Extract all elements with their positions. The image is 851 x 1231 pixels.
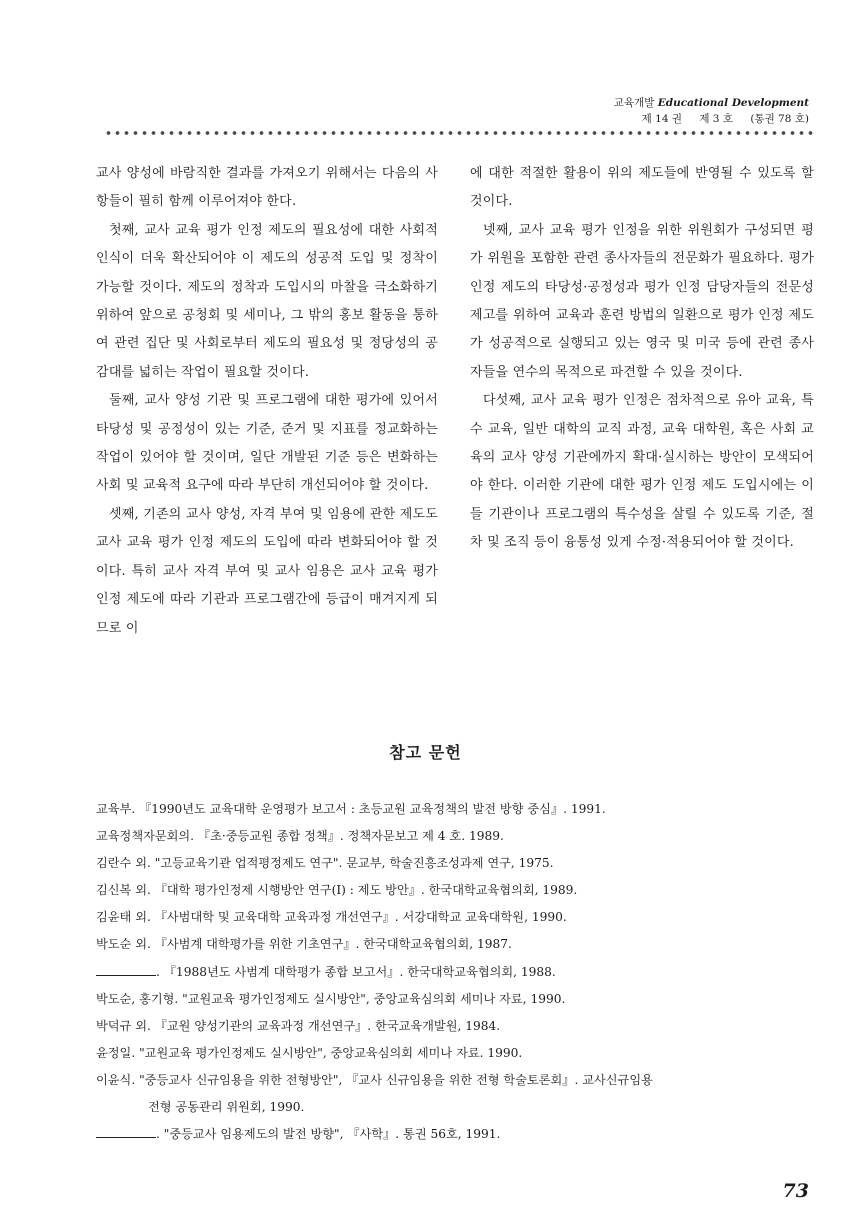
paragraph-first: 첫째, 교사 교육 평가 인정 제도의 필요성에 대한 사회적 인식이 더욱 확산되어야 이 제도의 성공적 도입 및 정착이 가능할 것이다. 제도의 정착과 도입시의 마찰을 극소화하기 위하여 앞으로 공청회 및 세미나, 그 밖의 홍보 활동을 통하여 관련 집단 및 사회로부터 제도의 필요성 및 정당성의 공감대를 넓히는 작업이 필요할 것이다.: [96, 222, 438, 380]
reference-item: 윤정일. "교원교육 평가인정제도 실시방안", 중앙교육심의회 세미나 자료. 1990.: [96, 1045, 523, 1060]
reference-item: 교육정책자문회의. 『초·중등교원 종합 정책』. 정책자문보고 제 4 호. 1989.: [96, 829, 504, 844]
issue-info: [614, 113, 809, 126]
reference-text: . "중등교사 임용제도의 발전 방향", 『사학』. 통권 56호, 1991.: [156, 1127, 501, 1142]
serial-label: (통권 78 호): [750, 113, 809, 125]
paragraph-fifth: 다섯째, 교사 교육 평가 인정은 점차적으로 유아 교육, 특수 교육, 일반 대학의 교직 과정, 교육 대학원, 혹은 사회 교육의 교사 양성 기관에까지 확대·실시하는 방안이 모색되어야 한다. 이러한 기관에 대한 평가 인정 제도 도입시에는 이들 기관이나 프로그램의 특수성을 살릴 수 있도록 기준, 절차 및 조직 등이 융통성 있게 수정·적용되어야 할 것이다.: [470, 393, 814, 551]
dotted-rule: [104, 130, 813, 136]
left-column: [96, 160, 438, 643]
paragraph-fourth: 넷째, 교사 교육 평가 인정을 위한 위원회가 구성되면 평가 위원을 포함한 관련 종사자들의 전문화가 필요하다. 평가 인정 제도의 타당성·공정성과 평가 인정 담당자들의 전문성 제고를 위하여 교육과 훈련 방법의 일환으로 평가 인정 제도가 성공적으로 실행되고 있는 영국 및 미국 등에 관련 종사자들을 연수의 목적으로 파견할 수 있을 것이다.: [470, 222, 814, 380]
reference-item-continuation: 전형 공동관리 위원회, 1990.: [148, 1100, 305, 1115]
journal-title-ko: 교육개발: [613, 97, 655, 109]
reference-item: 김윤태 외. 『사범대학 및 교육대학 교육과정 개선연구』. 서강대학교 교육대학원, 1990.: [96, 910, 567, 925]
references-heading: 참고 문헌: [389, 743, 462, 762]
right-column: [470, 160, 814, 558]
reference-item: 김신복 외. 『대학 평가인정제 시행방안 연구(Ⅰ) : 제도 방안』. 한국대학교육협의회, 1989.: [96, 883, 578, 898]
reference-item: 이윤식. "중등교사 신규임용을 위한 전형방안", 『교사 신규임용을 위한 전형 학술토론회』. 교사신규임용: [96, 1072, 653, 1087]
reference-item: 박도순, 홍기형. "교원교육 평가인정제도 실시방안", 중앙교육심의회 세미나 자료, 1990.: [96, 991, 566, 1006]
ditto-line: [96, 965, 156, 976]
reference-text: . 『1988년도 사범계 대학평가 종합 보고서』. 한국대학교육협의회, 1988.: [156, 964, 556, 979]
journal-title: [614, 97, 809, 110]
issue-label: 제 3 호: [699, 113, 733, 125]
reference-item: 박도순 외. 『사범계 대학평가를 위한 기초연구』. 한국대학교육협의회, 1987.: [96, 937, 512, 952]
reference-item: 김란수 외. "고등교육기관 업적평정제도 연구". 문교부, 학술진흥조성과제 연구, 1975.: [96, 856, 554, 871]
paragraph-intro: 교사 양성에 바람직한 결과를 가져오기 위해서는 다음의 사항들이 필히 함께 이루어져야 한다.: [96, 166, 438, 210]
paragraph-second: 둘째, 교사 양성 기관 및 프로그램에 대한 평가에 있어서 타당성 및 공정성이 있는 기준, 준거 및 지표를 정교화하는 작업이 있어야 할 것이며, 일단 개발된 기준 등은 변화하는 사회 및 교육적 요구에 따라 부단히 개선되어야 할 것이다.: [96, 393, 438, 494]
volume-label: 제 14 권: [641, 113, 682, 125]
reference-item-ditto: [96, 959, 816, 986]
paragraph-third-cont: 에 대한 적절한 활용이 위의 제도들에 반영될 수 있도록 할 것이다.: [470, 166, 814, 210]
ditto-line: [96, 1127, 156, 1138]
reference-item: 교육부. 『1990년도 교육대학 운영평가 보고서 : 초등교원 교육정책의 발전 방향 중심』. 1991.: [96, 802, 606, 816]
reference-item-ditto: [96, 1121, 816, 1148]
reference-list: [96, 796, 816, 1148]
journal-title-en: Educational Development: [657, 97, 809, 109]
reference-item: 박덕규 외. 『교원 양성기관의 교육과정 개선연구』. 한국교육개발원, 1984.: [96, 1018, 501, 1033]
running-header: [614, 97, 809, 126]
page-number: 73: [782, 1180, 809, 1202]
paragraph-third: 셋째, 기존의 교사 양성, 자격 부여 및 임용에 관한 제도도 교사 교육 평가 인정 제도의 도입에 따라 변화되어야 할 것이다. 특히 교사 자격 부여 및 교사 임용은 교사 교육 평가 인정 제도에 따라 기관과 프로그램간에 등급이 매겨지게 되므로 이: [96, 506, 438, 636]
